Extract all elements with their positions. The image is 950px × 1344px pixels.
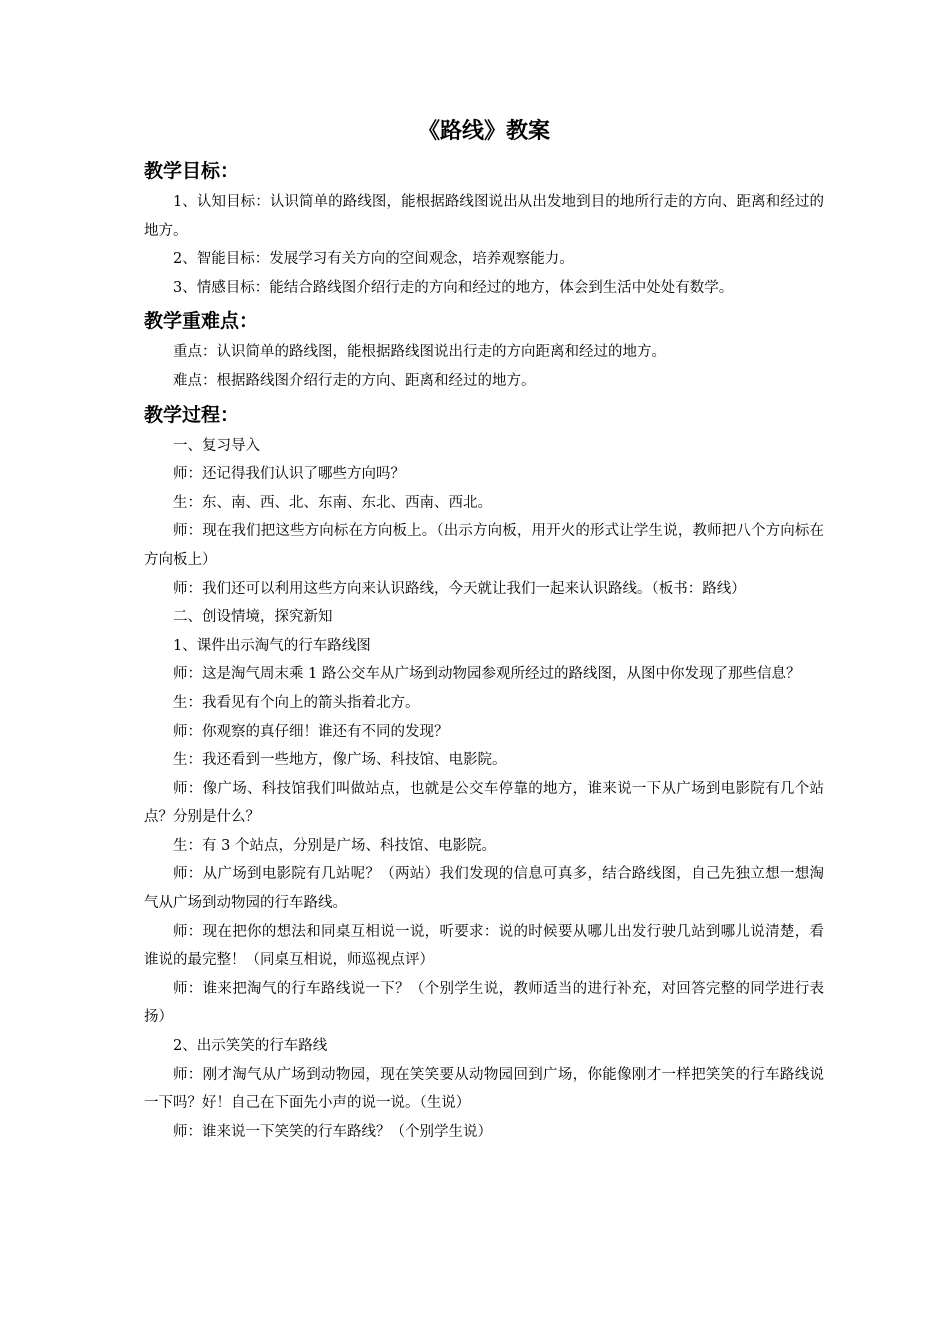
- paragraph: 1、认知目标：认识简单的路线图，能根据路线图说出从出发地到目的地所行走的方向、距离和经过的地方。: [144, 194, 824, 239]
- section-key-difficult-points: [144, 306, 824, 395]
- paragraph: 师：现在把你的想法和同桌互相说一说，听要求：说的时候要从哪儿出发行驶几站到哪儿说清楚，看谁说的最完整！（同桌互相说，师巡视点评）: [144, 923, 824, 969]
- paragraph: 3、情感目标：能结合路线图介绍行走的方向和经过的地方，体会到生活中处处有数学。: [173, 279, 734, 296]
- paragraph: 师：现在我们把这些方向标在方向板上。（出示方向板，用开火的形式让学生说，教师把八个方向标在方向板上）: [144, 523, 824, 568]
- paragraph: 生：我还看到一些地方，像广场、科技馆、电影院。: [173, 752, 507, 769]
- document-title: 《路线》教案: [417, 119, 550, 144]
- paragraph: 生：有 3 个站点，分别是广场、科技馆、电影院。: [173, 837, 496, 854]
- paragraph: 师：刚才淘气从广场到动物园，现在笑笑要从动物园回到广场，你能像刚才一样把笑笑的行车路线说一下吗？好！自己在下面先小声的说一说。（生说）: [144, 1066, 824, 1112]
- section-heading: 教学过程：: [144, 403, 240, 426]
- section-heading: 教学目标：: [144, 160, 240, 182]
- paragraph: 师：这是淘气周末乘 1 路公交车从广场到动物园参观所经过的路线图，从图中你发现了那些信息？: [173, 666, 801, 683]
- paragraph: 2、智能目标：发展学习有关方向的空间观念，培养观察能力。: [173, 251, 574, 268]
- section-teaching-process: [144, 400, 824, 1147]
- paragraph: 一、复习导入: [173, 437, 260, 454]
- document-page: [144, 112, 824, 1146]
- paragraph: 生：东、南、西、北、东南、东北、西南、西北。: [173, 494, 492, 511]
- paragraph: 二、创设情境，探究新知: [173, 609, 333, 626]
- paragraph: 难点：根据路线图介绍行走的方向、距离和经过的地方。: [173, 372, 536, 389]
- paragraph: 2、出示笑笑的行车路线: [173, 1038, 328, 1055]
- paragraph: 师：从广场到电影院有几站呢？（两站）我们发现的信息可真多，结合路线图，自己先独立想一想淘气从广场到动物园的行车路线。: [144, 866, 824, 912]
- paragraph: 1、课件出示淘气的行车路线图: [173, 637, 371, 654]
- paragraph: 师：谁来把淘气的行车路线说一下？（个别学生说，教师适当的进行补充，对回答完整的同学进行表扬）: [144, 980, 824, 1026]
- paragraph: 重点：认识简单的路线图，能根据路线图说出行走的方向距离和经过的地方。: [173, 344, 666, 361]
- paragraph: 师：我们还可以利用这些方向来认识路线，今天就让我们一起来认识路线。（板书：路线）: [173, 580, 746, 597]
- section-teaching-goals: [144, 156, 824, 302]
- paragraph: 师：谁来说一下笑笑的行车路线？（个别学生说）: [173, 1123, 492, 1140]
- paragraph: 生：我看见有个向上的箭头指着北方。: [173, 694, 420, 711]
- paragraph: 师：你观察的真仔细！谁还有不同的发现？: [173, 723, 449, 740]
- section-heading: 教学重难点：: [144, 310, 259, 333]
- paragraph: 师：像广场、科技馆我们叫做站点，也就是公交车停靠的地方，谁来说一下从广场到电影院有几个站点？分别是什么？: [144, 780, 824, 826]
- paragraph: 师：还记得我们认识了哪些方向吗？: [173, 466, 405, 483]
